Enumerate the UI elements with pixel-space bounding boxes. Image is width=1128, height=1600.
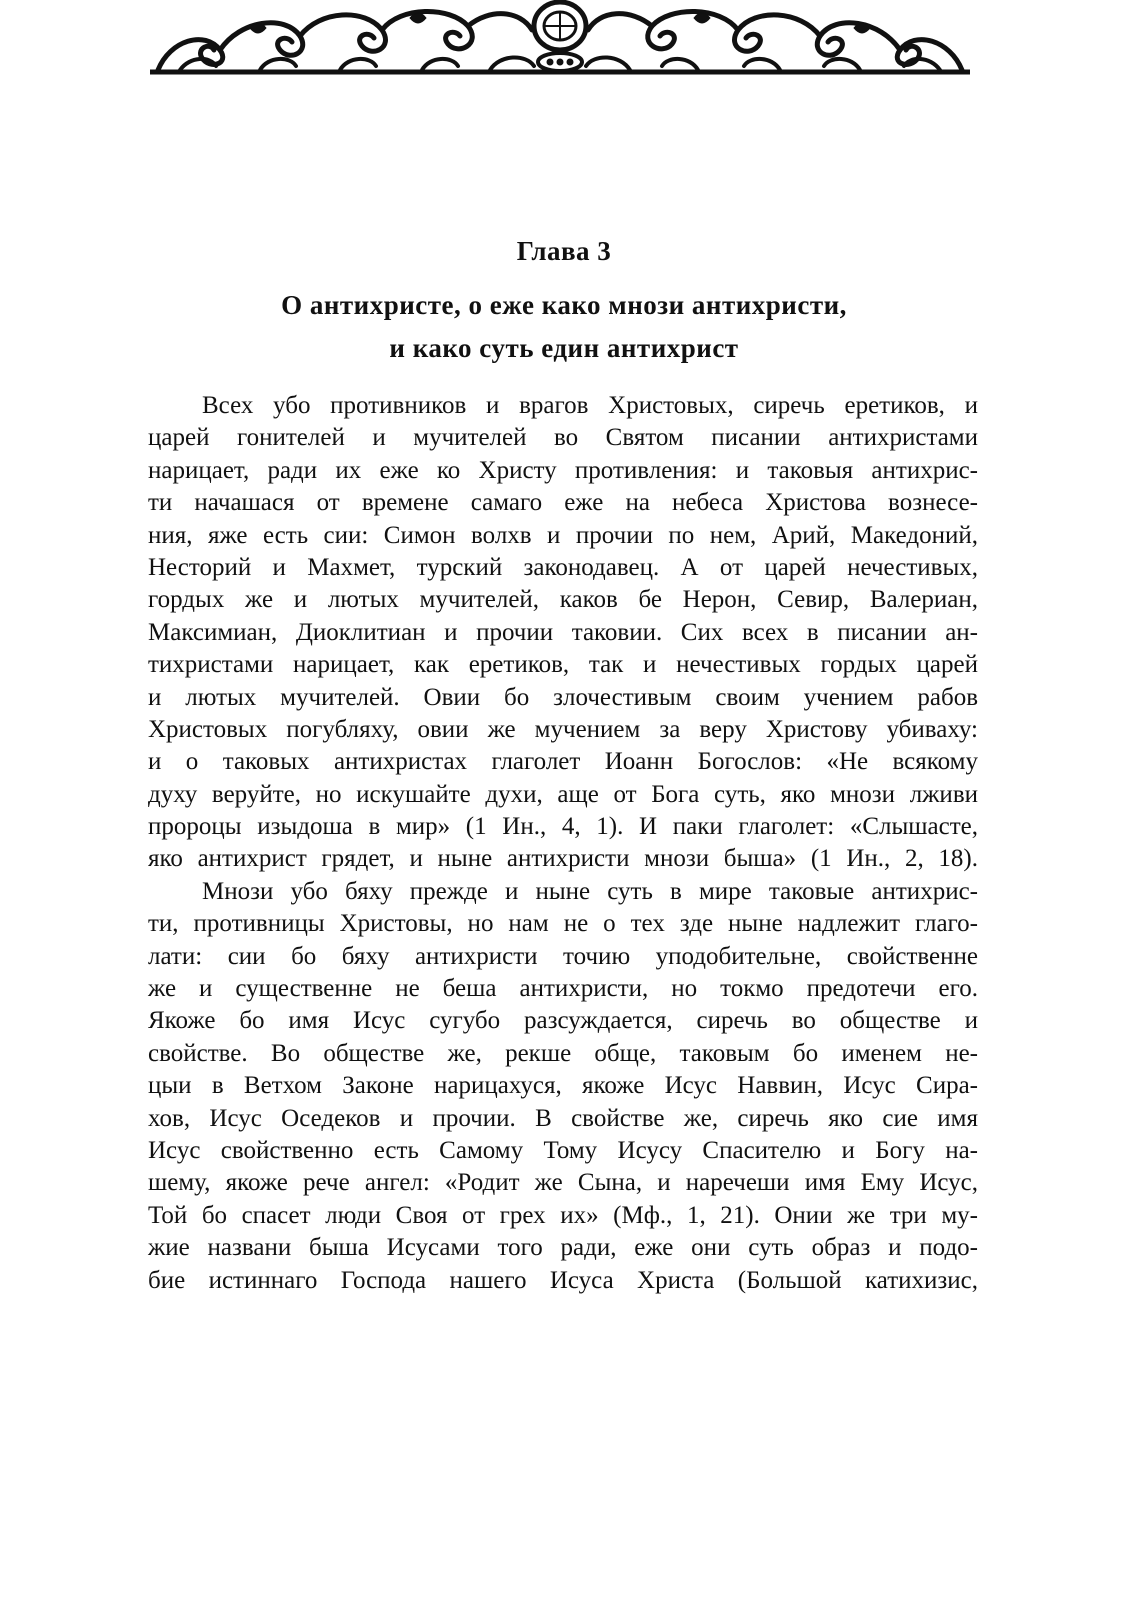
text-line: ти, противницы Христовы, но нам не о тех зде ныне надлежит глаго- (148, 910, 978, 938)
text-line: же и существенне не беша антихристи, но токмо предотечи его. (148, 975, 978, 1003)
text-line: хов, Исус Оседеков и прочии. В свойстве же, сиречь яко сие имя (148, 1104, 978, 1132)
text-line: и лютых мучителей. Овии бо злочестивым своим учением рабов (148, 683, 978, 711)
body-text (148, 390, 978, 1297)
chapter-title-line: и како суть един антихрист (389, 333, 739, 363)
text-line: Мнози убо бяху прежде и ныне суть в мире таковые антихрис- (202, 877, 978, 905)
text-line: Якоже бо имя Исус сугубо разсуждается, сиречь во обществе и (148, 1007, 978, 1035)
text-line: ти начашася от времене самаго еже на небеса Христова вознесе- (148, 489, 978, 517)
text-line: Всех убо противников и врагов Христовых, сиречь еретиков, и (202, 392, 978, 419)
text-line: бие истиннаго Господа нашего Исуса Христа (Большой катихизис, (148, 1266, 978, 1294)
text-line: шему, якоже рече ангел: «Родит же Сына, и наречеши имя Ему Исус, (148, 1169, 978, 1197)
text-line: цыи в Ветхом Законе нарицахуся, якоже Исус Наввин, Исус Сира- (148, 1072, 978, 1100)
text-line: лати: сии бо бяху антихристи точию уподобительне, свойственне (148, 942, 978, 970)
text-line: Исус свойственно есть Самому Тому Исусу Спасителю и Богу на- (148, 1136, 978, 1164)
text-line: ния, яже есть сии: Симон волхв и прочии по нем, Арий, Македоний, (148, 521, 978, 549)
paragraph (148, 876, 978, 1297)
text-line: духу веруйте, но искушайте духи, аще от Бога суть, яко мнози лживи (148, 780, 978, 808)
text-line: Христовых погубляху, овии же мучением за веру Христову убиваху: (148, 715, 978, 743)
text-line: Максимиан, Диоклитиан и прочии таковии. Сих всех в писании ан- (148, 618, 978, 646)
text-line: Той бо спасет люди Своя от грех их» (Мф., 1, 21). Онии же три му- (148, 1201, 978, 1229)
text-line: царей гонителей и мучителей во Святом писании антихристами (148, 424, 978, 452)
scroll-vine-headpiece (150, 0, 970, 80)
chapter-title-line: О антихристе, о еже како мнози антихристи, (281, 290, 847, 320)
text-line: яко антихрист грядет, и ныне антихристи мнози быша» (1 Ин., 2, 18). (148, 845, 978, 873)
chapter-number: Глава 3 (516, 236, 612, 266)
text-line: свойстве. Во обществе же, рекше обще, таковым бо именем не- (148, 1039, 978, 1067)
chapter-title (0, 284, 1128, 370)
text-line: нарицает, ради их еже ко Христу противления: и таковыя антихрис- (148, 456, 978, 484)
text-line: пророцы изыдоша в мир» (1 Ин., 4, 1). И паки глаголет: «Слышасте, (148, 813, 978, 841)
text-line: Несторий и Махмет, турский законодавец. А от царей нечестивых, (148, 553, 978, 581)
text-line: и о таковых антихристах глаголет Иоанн Богослов: «Не всякому (148, 748, 978, 776)
text-line: жие названи быша Исусами того ради, еже они суть образ и подо- (148, 1234, 978, 1262)
text-line: гордых же и лютых мучителей, каков бе Нерон, Севир, Валериан, (148, 586, 978, 614)
paragraph (148, 390, 978, 876)
text-line: тихристами нарицает, как еретиков, так и нечестивых гордых царей (148, 651, 978, 679)
